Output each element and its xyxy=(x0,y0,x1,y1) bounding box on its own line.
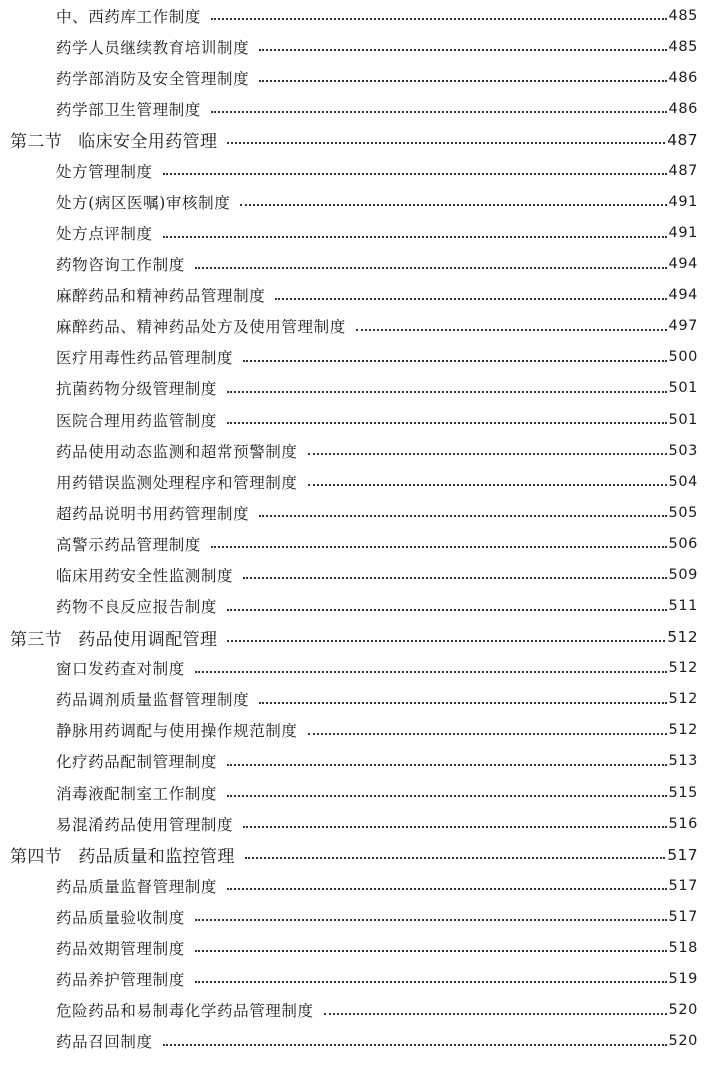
page-number: 517 xyxy=(668,877,698,894)
page-number: 513 xyxy=(668,753,698,770)
toc-entry xyxy=(0,715,710,746)
dot-leader xyxy=(195,266,667,269)
page-number: 517 xyxy=(667,845,698,864)
entry-title: 易混淆药品使用管理制度 xyxy=(56,815,234,834)
toc-section-heading xyxy=(0,622,710,653)
entry-title: 药品使用动态监测和超常预警制度 xyxy=(56,442,298,461)
dot-leader xyxy=(308,452,667,455)
page-number: 494 xyxy=(668,256,698,273)
toc-entry xyxy=(0,528,710,559)
dot-leader xyxy=(163,1043,667,1046)
toc-entry xyxy=(0,373,710,404)
page-number: 504 xyxy=(668,473,698,490)
page-number: 520 xyxy=(668,1002,698,1019)
entry-title: 药品效期管理制度 xyxy=(56,939,185,958)
entry-title: 用药错误监测处理程序和管理制度 xyxy=(56,473,298,492)
dot-leader xyxy=(227,887,667,890)
dot-leader xyxy=(275,297,666,300)
entry-title: 静脉用药调配与使用操作规范制度 xyxy=(56,722,298,741)
entry-title: 高警示药品管理制度 xyxy=(56,535,201,554)
dot-leader xyxy=(259,514,666,517)
entry-title: 药学部卫生管理制度 xyxy=(56,100,201,119)
toc-entry xyxy=(0,249,710,280)
dot-leader xyxy=(195,949,667,952)
dot-leader xyxy=(227,794,667,797)
page-number: 516 xyxy=(668,815,698,832)
dot-leader xyxy=(240,203,666,206)
toc-entry xyxy=(0,591,710,622)
entry-title: 麻醉药品和精神药品管理制度 xyxy=(56,287,266,306)
dot-leader xyxy=(163,235,667,238)
entry-title: 药品质量监督管理制度 xyxy=(56,877,218,896)
page-number: 512 xyxy=(667,628,698,647)
dot-leader xyxy=(227,421,667,424)
toc-entry xyxy=(0,932,710,963)
dot-leader xyxy=(259,48,666,51)
dot-leader xyxy=(195,918,667,921)
entry-title: 药物咨询工作制度 xyxy=(56,256,185,275)
entry-title: 药学部消防及安全管理制度 xyxy=(56,69,250,88)
page-number: 506 xyxy=(668,535,698,552)
entry-title: 窗口发药查对制度 xyxy=(56,660,185,679)
page-number: 520 xyxy=(668,1033,698,1050)
dot-leader xyxy=(356,328,667,331)
entry-title: 消毒液配制室工作制度 xyxy=(56,784,218,803)
entry-title: 临床用药安全性监测制度 xyxy=(56,566,234,585)
page-number: 494 xyxy=(668,287,698,304)
dot-leader xyxy=(308,732,667,735)
entry-title: 处方管理制度 xyxy=(56,162,153,181)
toc-entry xyxy=(0,93,710,124)
dot-leader xyxy=(227,390,667,393)
dot-leader xyxy=(243,576,666,579)
page-number: 518 xyxy=(668,939,698,956)
page-number: 519 xyxy=(668,970,698,987)
page-number: 486 xyxy=(668,100,698,117)
entry-title: 超药品说明书用药管理制度 xyxy=(56,504,250,523)
toc-entry xyxy=(0,559,710,590)
entry-title: 药品召回制度 xyxy=(56,1033,153,1052)
dot-leader xyxy=(243,359,666,362)
toc-entry xyxy=(0,155,710,186)
dot-leader xyxy=(227,639,665,642)
toc-section-heading xyxy=(0,839,710,870)
page-number: 487 xyxy=(667,130,698,149)
entry-title: 药物不良反应报告制度 xyxy=(56,598,218,617)
entry-title: 处方(病区医嘱)审核制度 xyxy=(56,193,231,212)
page-number: 487 xyxy=(668,162,698,179)
dot-leader xyxy=(227,608,667,611)
toc-entry xyxy=(0,218,710,249)
page-number: 501 xyxy=(668,411,698,428)
toc-entry xyxy=(0,62,710,93)
dot-leader xyxy=(243,825,666,828)
entry-title: 药学人员继续教育培训制度 xyxy=(56,38,250,57)
dot-leader xyxy=(227,141,665,144)
entry-title: 医院合理用药监管制度 xyxy=(56,411,218,430)
dot-leader xyxy=(227,763,667,766)
page-number: 491 xyxy=(668,193,698,210)
toc-entry xyxy=(0,466,710,497)
toc-section-heading xyxy=(0,124,710,155)
page-number: 485 xyxy=(668,7,698,24)
toc-entry xyxy=(0,280,710,311)
entry-title: 药品质量验收制度 xyxy=(56,908,185,927)
dot-leader xyxy=(163,172,667,175)
section-title: 药品使用调配管理 xyxy=(78,629,218,650)
toc-entry xyxy=(0,963,710,994)
toc-entry xyxy=(0,653,710,684)
entry-title: 麻醉药品、精神药品处方及使用管理制度 xyxy=(56,318,346,337)
dot-leader xyxy=(245,856,665,859)
dot-leader xyxy=(324,1012,667,1015)
page-number: 503 xyxy=(668,442,698,459)
toc-entry xyxy=(0,1026,710,1057)
dot-leader xyxy=(259,701,666,704)
toc-entry xyxy=(0,0,710,31)
page-number: 491 xyxy=(668,225,698,242)
page-number: 515 xyxy=(668,784,698,801)
toc-entry xyxy=(0,435,710,466)
toc-entry xyxy=(0,870,710,901)
toc-entry xyxy=(0,995,710,1026)
page-number: 512 xyxy=(668,691,698,708)
page-number: 501 xyxy=(668,380,698,397)
entry-title: 中、西药库工作制度 xyxy=(56,7,201,26)
toc-entry xyxy=(0,31,710,62)
entry-title: 药品养护管理制度 xyxy=(56,970,185,989)
entry-title: 医疗用毒性药品管理制度 xyxy=(56,349,234,368)
entry-title: 抗菌药物分级管理制度 xyxy=(56,380,218,399)
page-number: 512 xyxy=(668,660,698,677)
section-number: 第二节 xyxy=(10,132,63,153)
toc-entry xyxy=(0,777,710,808)
toc-entry xyxy=(0,404,710,435)
dot-leader xyxy=(308,483,667,486)
entry-title: 处方点评制度 xyxy=(56,225,153,244)
toc-entry xyxy=(0,746,710,777)
page-number: 500 xyxy=(668,349,698,366)
page-number: 497 xyxy=(668,318,698,335)
toc-entry xyxy=(0,186,710,217)
dot-leader xyxy=(259,79,666,82)
page-number: 486 xyxy=(668,69,698,86)
toc-entry xyxy=(0,901,710,932)
page-number: 509 xyxy=(668,566,698,583)
toc-entry xyxy=(0,808,710,839)
toc-entry xyxy=(0,684,710,715)
dot-leader xyxy=(211,545,667,548)
section-number: 第三节 xyxy=(10,629,63,650)
entry-title: 药品调剂质量监督管理制度 xyxy=(56,691,250,710)
section-title: 药品质量和监控管理 xyxy=(78,847,235,868)
section-title: 临床安全用药管理 xyxy=(78,132,218,153)
dot-leader xyxy=(211,17,667,20)
entry-title: 危险药品和易制毒化学药品管理制度 xyxy=(56,1002,314,1021)
dot-leader xyxy=(195,980,667,983)
entry-title: 化疗药品配制管理制度 xyxy=(56,753,218,772)
toc-entry xyxy=(0,342,710,373)
dot-leader xyxy=(195,670,667,673)
page-number: 511 xyxy=(668,598,698,615)
page-number: 512 xyxy=(668,722,698,739)
toc-entry xyxy=(0,497,710,528)
toc-entry xyxy=(0,311,710,342)
section-number: 第四节 xyxy=(10,847,63,868)
page-number: 517 xyxy=(668,908,698,925)
page-number: 505 xyxy=(668,504,698,521)
dot-leader xyxy=(211,110,667,113)
page-number: 485 xyxy=(668,38,698,55)
